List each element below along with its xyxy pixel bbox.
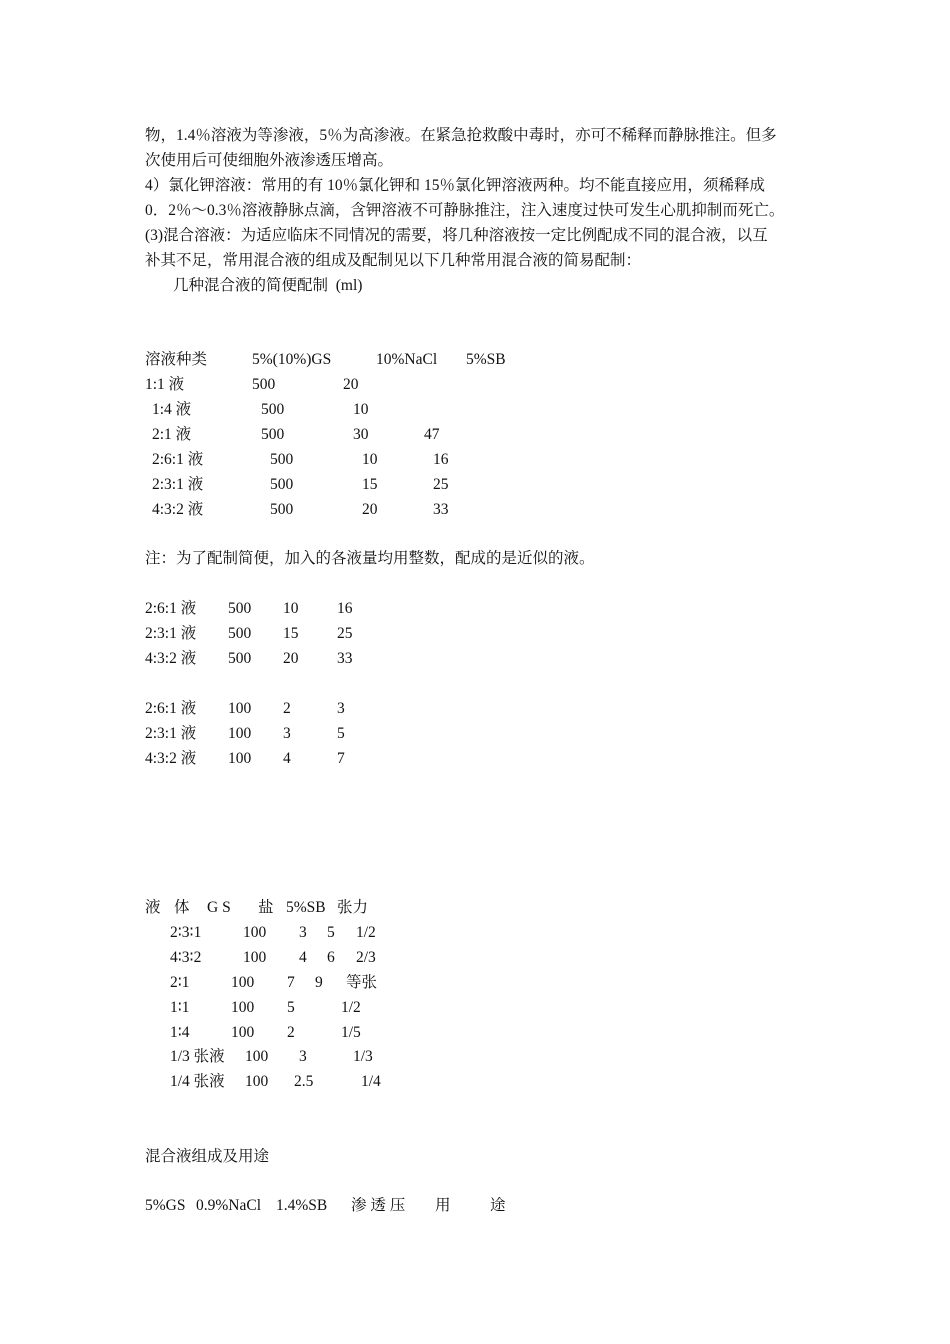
paragraph-line: 补其不足，常用混合液的组成及配制见以下几种常用混合液的简易配制： bbox=[145, 252, 642, 269]
table2-cell: 25 bbox=[337, 625, 353, 642]
table4-cell: 6 bbox=[327, 949, 335, 966]
table4-cell: 3 bbox=[299, 924, 307, 941]
table1-cell: 15 bbox=[362, 476, 378, 493]
table3-cell: 100 bbox=[228, 725, 252, 742]
table1-cell: 500 bbox=[252, 376, 276, 393]
table4-cell: 7 bbox=[287, 974, 295, 991]
section5-title: 混合液组成及用途 bbox=[145, 1148, 270, 1165]
table1-row-label: 2:1 液 bbox=[152, 426, 192, 443]
table4-row-label: 1∶1 bbox=[170, 999, 190, 1016]
table1-row-label: 1:4 液 bbox=[152, 401, 192, 418]
table2-cell: 15 bbox=[283, 625, 299, 642]
table3-cell: 3 bbox=[283, 725, 291, 742]
table2-row-label: 2:3:1 液 bbox=[145, 625, 197, 642]
table3-cell: 7 bbox=[337, 750, 345, 767]
table1-header-nacl: 10%NaCl bbox=[376, 351, 438, 368]
table1-cell: 500 bbox=[261, 426, 285, 443]
table2-cell: 500 bbox=[228, 625, 252, 642]
table2-row-label: 2:6:1 液 bbox=[145, 600, 197, 617]
table2-cell: 33 bbox=[337, 650, 353, 667]
table2-row-label: 4:3:2 液 bbox=[145, 650, 197, 667]
table1-caption: 几种混合液的简便配制 (ml) bbox=[173, 277, 363, 294]
table3-cell: 3 bbox=[337, 700, 345, 717]
table4-cell: 4 bbox=[299, 949, 307, 966]
table4-cell: 1/5 bbox=[341, 1024, 361, 1041]
table4-header: 盐 bbox=[258, 899, 274, 916]
table2-cell: 500 bbox=[228, 650, 252, 667]
paragraph-line: 4）氯化钾溶液：常用的有 10％氯化钾和 15％氯化钾溶液两种。均不能直接应用，须稀释成 bbox=[145, 177, 766, 194]
table1-cell: 16 bbox=[433, 451, 449, 468]
section5-header: 0.9%NaCl bbox=[196, 1197, 262, 1214]
table1-header-sb: 5%SB bbox=[466, 351, 506, 368]
table4-cell: 100 bbox=[245, 1048, 269, 1065]
paragraph-line: 物，1.4％溶液为等渗液，5％为高渗液。在紧急抢救酸中毒时，亦可不稀释而静脉推注。但多 bbox=[145, 127, 777, 144]
table1-cell: 30 bbox=[353, 426, 369, 443]
table4-cell: 1/4 bbox=[361, 1073, 381, 1090]
table1-cell: 20 bbox=[362, 501, 378, 518]
section5-header: 5%GS bbox=[145, 1197, 186, 1214]
table4-cell: 1/3 bbox=[353, 1048, 373, 1065]
table1-header-type: 溶液种类 bbox=[145, 351, 208, 368]
table4-header: 体 bbox=[174, 899, 190, 916]
table2-cell: 16 bbox=[337, 600, 353, 617]
table1-cell: 10 bbox=[353, 401, 369, 418]
table3-cell: 2 bbox=[283, 700, 291, 717]
table1-row-label: 1:1 液 bbox=[145, 376, 185, 393]
table4-row-label: 2∶3∶1 bbox=[170, 924, 202, 941]
section5-header: 渗 透 压 bbox=[351, 1197, 406, 1214]
table4-row-label: 2∶1 bbox=[170, 974, 190, 991]
table4-cell: 5 bbox=[327, 924, 335, 941]
table1-cell: 500 bbox=[270, 501, 294, 518]
table1-cell: 20 bbox=[343, 376, 359, 393]
table3-row-label: 2:3:1 液 bbox=[145, 725, 197, 742]
table3-row-label: 2:6:1 液 bbox=[145, 700, 197, 717]
paragraph-line: (3)混合溶液：为适应临床不同情况的需要，将几种溶液按一定比例配成不同的混合液，以互 bbox=[145, 227, 768, 244]
table4-cell: 100 bbox=[243, 924, 267, 941]
table4-cell: 2 bbox=[287, 1024, 295, 1041]
table4-row-label: 1∶4 bbox=[170, 1024, 190, 1041]
section5-header: 用 bbox=[435, 1197, 451, 1214]
table1-row-label: 4:3:2 液 bbox=[152, 501, 204, 518]
table4-cell: 100 bbox=[243, 949, 267, 966]
table3-cell: 5 bbox=[337, 725, 345, 742]
table1-cell: 500 bbox=[261, 401, 285, 418]
table1-row-label: 2:3:1 液 bbox=[152, 476, 204, 493]
table4-cell: 100 bbox=[245, 1073, 269, 1090]
table4-cell: 1/2 bbox=[341, 999, 361, 1016]
table4-cell: 100 bbox=[231, 974, 255, 991]
table1-cell: 500 bbox=[270, 451, 294, 468]
table1-note: 注：为了配制简便，加入的各液量均用整数，配成的是近似的液。 bbox=[145, 550, 595, 567]
table4-row-label: 4∶3∶2 bbox=[170, 949, 202, 966]
table1-row-label: 2:6:1 液 bbox=[152, 451, 204, 468]
table2-cell: 10 bbox=[283, 600, 299, 617]
table4-row-label: 1/3 张液 bbox=[170, 1048, 225, 1065]
table3-row-label: 4:3:2 液 bbox=[145, 750, 197, 767]
section5-header: 途 bbox=[490, 1197, 506, 1214]
table4-cell: 100 bbox=[231, 999, 255, 1016]
table4-cell: 5 bbox=[287, 999, 295, 1016]
table1-cell: 10 bbox=[362, 451, 378, 468]
table1-cell: 25 bbox=[433, 476, 449, 493]
table4-cell: 3 bbox=[299, 1048, 307, 1065]
table4-cell: 1/2 bbox=[356, 924, 376, 941]
table4-header: 张力 bbox=[337, 899, 369, 916]
table1-cell: 33 bbox=[433, 501, 449, 518]
table4-header: 液 bbox=[145, 899, 161, 916]
table1-header-gs: 5%(10%)GS bbox=[252, 351, 332, 368]
paragraph-line: 0．2％～0.3％溶液静脉点滴，含钾溶液不可静脉推注，注入速度过快可发生心肌抑制而死亡。 bbox=[145, 202, 785, 219]
table2-cell: 500 bbox=[228, 600, 252, 617]
section5-header: 1.4%SB bbox=[276, 1197, 328, 1214]
table4-cell: 100 bbox=[231, 1024, 255, 1041]
paragraph-line: 次使用后可使细胞外液渗透压增高。 bbox=[145, 152, 394, 169]
table3-cell: 4 bbox=[283, 750, 291, 767]
table4-row-label: 1/4 张液 bbox=[170, 1073, 225, 1090]
table4-cell: 等张 bbox=[346, 974, 378, 991]
table4-cell: 2/3 bbox=[356, 949, 376, 966]
table1-cell: 47 bbox=[424, 426, 440, 443]
table3-cell: 100 bbox=[228, 700, 252, 717]
table4-header: 5%SB bbox=[286, 899, 326, 916]
table4-cell: 2.5 bbox=[294, 1073, 314, 1090]
table2-cell: 20 bbox=[283, 650, 299, 667]
table1-cell: 500 bbox=[270, 476, 294, 493]
table3-cell: 100 bbox=[228, 750, 252, 767]
table4-cell: 9 bbox=[315, 974, 323, 991]
table4-header: G S bbox=[207, 899, 231, 916]
